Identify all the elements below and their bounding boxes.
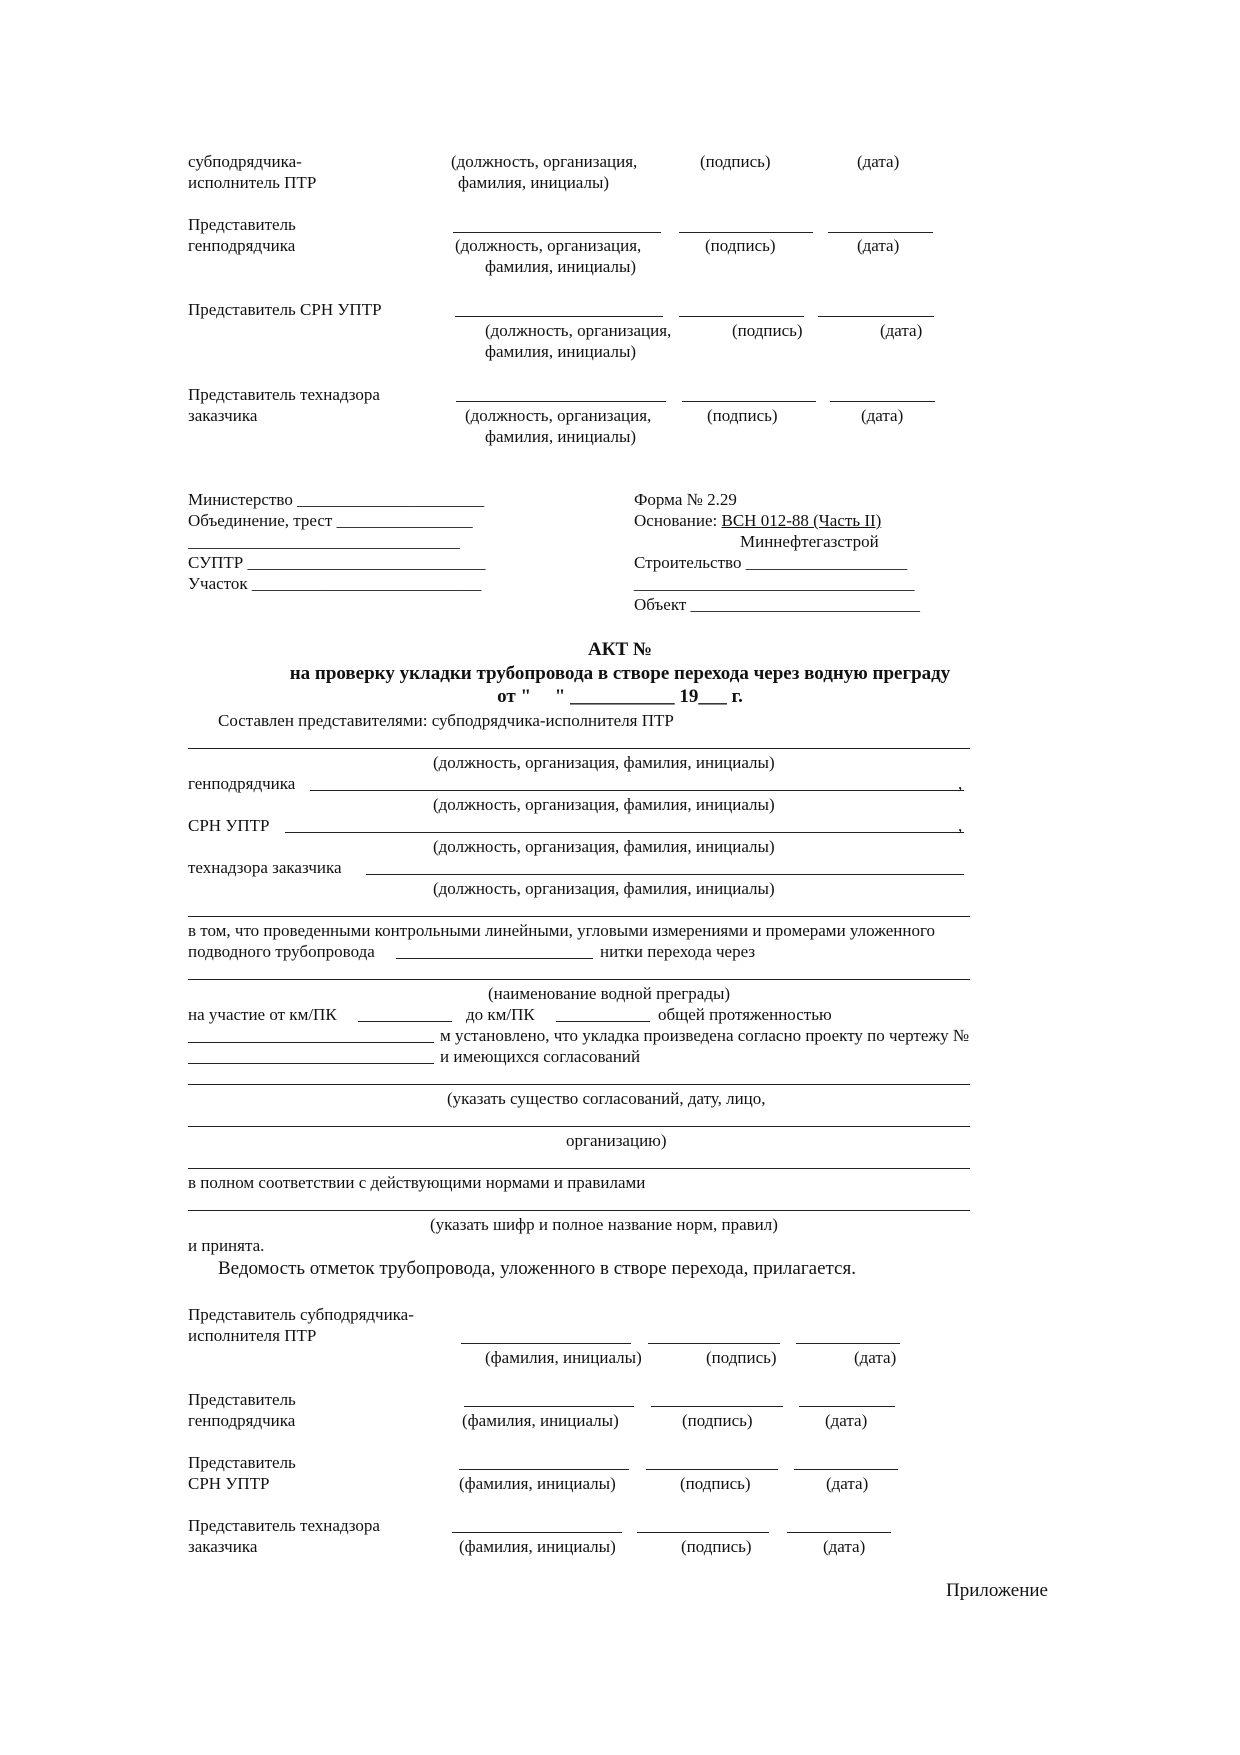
signature-label: Представитель [188,1453,296,1472]
act-subtitle: на проверку укладки трубопровода в створе перехода через водную преграду [289,663,951,684]
name-line [452,1532,622,1533]
signature-label: Представитель субподрядчика- [188,1305,414,1324]
sign-caption: (подпись) [707,406,778,425]
date-caption: (дата) [825,1411,868,1430]
compliance-text: в полном соответствии с действующими нормами и правилами [188,1173,646,1192]
suptr-field: СУПТР ____________________________ [188,553,486,572]
name-line [464,1406,634,1407]
agreements-caption: организацию) [566,1131,667,1150]
position-line [453,232,661,233]
name-caption: (фамилия, инициалы) [485,1348,642,1367]
date-line [796,1343,900,1344]
date-caption: (дата) [823,1537,866,1556]
norms-caption: (указать шифр и полное название норм, правил) [430,1215,778,1234]
date-line [787,1532,891,1533]
sign-line [682,401,816,402]
fill-line [285,832,964,833]
paragraph-text: подводного трубопровода [188,942,375,961]
signature-label: Представитель СРН УПТР [188,300,382,319]
association-field: Объединение, трест ________________ [188,511,473,530]
fill-line [310,790,964,791]
position-line [455,316,663,317]
section-from: на участие от км/ПК [188,1005,337,1024]
position-caption: (должность, организация, [485,321,672,340]
fill-line [188,1126,970,1127]
fill-line [188,1168,970,1169]
position-line [456,401,666,402]
date-line [818,316,934,317]
date-line [828,232,933,233]
date-line [794,1469,898,1470]
sign-line [651,1406,783,1407]
date-caption: (дата) [857,152,900,171]
position-caption: фамилия, инициалы) [485,342,637,361]
sign-line [646,1469,778,1470]
genpodryadchik-label: генподрядчика [188,774,296,793]
name-caption: (фамилия, инициалы) [459,1474,616,1493]
date-caption: (дата) [861,406,904,425]
fill-line [358,1021,452,1022]
act-date-line: от " " ___________ 19___ г. [497,686,743,707]
fill-line [556,1021,650,1022]
fill-line [366,874,964,875]
blank-field: _________________________________ [634,574,915,593]
ministry-field: Министерство ______________________ [188,490,485,509]
fill-line [188,1084,970,1085]
object-field: Объект ___________________________ [634,595,921,614]
sign-caption: (подпись) [706,1348,777,1367]
name-line [461,1343,631,1344]
position-caption: (должность, организация, [451,152,638,171]
agreements-text: и имеющихся согласований [440,1047,641,1066]
sign-line [679,232,813,233]
srn-label: СРН УПТР [188,816,270,835]
sign-caption: (подпись) [705,236,776,255]
position-caption: фамилия, инициалы) [485,257,637,276]
signature-label: Представитель [188,1390,296,1409]
ministry-org: Миннефтегазстрой [740,532,879,551]
form-number: Форма № 2.29 [634,490,737,509]
position-caption: (должность, организация, фамилия, инициалы) [433,879,775,898]
date-line [799,1406,895,1407]
paragraph-text: нитки перехода через [600,942,756,961]
signature-label: заказчика [188,406,258,425]
position-caption: фамилия, инициалы) [458,173,610,192]
construction-field: Строительство ___________________ [634,553,908,572]
sign-caption: (подпись) [700,152,771,171]
composed-line: Составлен представителями: субподрядчика-исполнителя ПТР [218,711,674,730]
signature-label: субподрядчика- [188,152,302,171]
section-field: Участок ___________________________ [188,574,482,593]
signature-label: заказчика [188,1537,258,1556]
date-caption: (дата) [880,321,923,340]
section-total: общей протяженностью [658,1005,832,1024]
position-caption: (должность, организация, [465,406,652,425]
fill-line [188,1063,434,1064]
fill-line [188,748,970,749]
established-text: м установлено, что укладка произведена согласно проекту по чертежу № [440,1026,970,1045]
fill-line [188,916,970,917]
fill-line [188,1042,434,1043]
name-caption: (фамилия, инициалы) [462,1411,619,1430]
sign-line [648,1343,780,1344]
position-caption: (должность, организация, фамилия, инициалы) [433,753,775,772]
position-caption: фамилия, инициалы) [485,427,637,446]
position-caption: (должность, организация, фамилия, инициалы) [433,795,775,814]
appendix-heading: Приложение [946,1580,1048,1601]
signature-label: СРН УПТР [188,1474,270,1493]
fill-line [188,1210,970,1211]
date-caption: (дата) [826,1474,869,1493]
sign-caption: (подпись) [681,1537,752,1556]
basis-label: Основание: [634,511,722,530]
signature-label: Представитель [188,215,296,234]
signature-label: генподрядчика [188,1411,296,1430]
sign-line [637,1532,769,1533]
fill-line [188,979,970,980]
section-to: до км/ПК [466,1005,535,1024]
date-caption: (дата) [854,1348,897,1367]
agreements-caption: (указать существо согласований, дату, лицо, [447,1089,766,1108]
position-caption: (должность, организация, фамилия, инициалы) [433,837,775,856]
sign-caption: (подпись) [732,321,803,340]
sign-line [679,316,804,317]
act-title: АКТ № [587,639,652,660]
signature-label: исполнителя ПТР [188,1326,317,1345]
blank-field: ________________________________ [188,532,460,551]
water-caption: (наименование водной преграды) [488,984,731,1003]
comma: , [958,774,963,793]
comma: , [958,816,963,835]
name-line [459,1469,629,1470]
name-caption: (фамилия, инициалы) [459,1537,616,1556]
basis-document-link[interactable]: ВСН 012-88 (Часть II) [721,511,882,530]
date-line [830,401,935,402]
position-caption: (должность, организация, [455,236,642,255]
signature-label: Представитель технадзора [188,385,380,404]
signature-label: Представитель технадзора [188,1516,380,1535]
attached-text: Ведомость отметок трубопровода, уложенного в створе перехода, прилагается. [218,1258,856,1279]
fill-line [396,958,593,959]
tech-label: технадзора заказчика [188,858,342,877]
signature-label: исполнитель ПТР [188,173,317,192]
basis [634,510,881,531]
sign-caption: (подпись) [680,1474,751,1493]
signature-label: генподрядчика [188,236,296,255]
sign-caption: (подпись) [682,1411,753,1430]
paragraph-text: в том, что проведенными контрольными линейными, угловыми измерениями и промерами уложенного [188,921,936,940]
accepted-text: и принята. [188,1236,265,1255]
date-caption: (дата) [857,236,900,255]
